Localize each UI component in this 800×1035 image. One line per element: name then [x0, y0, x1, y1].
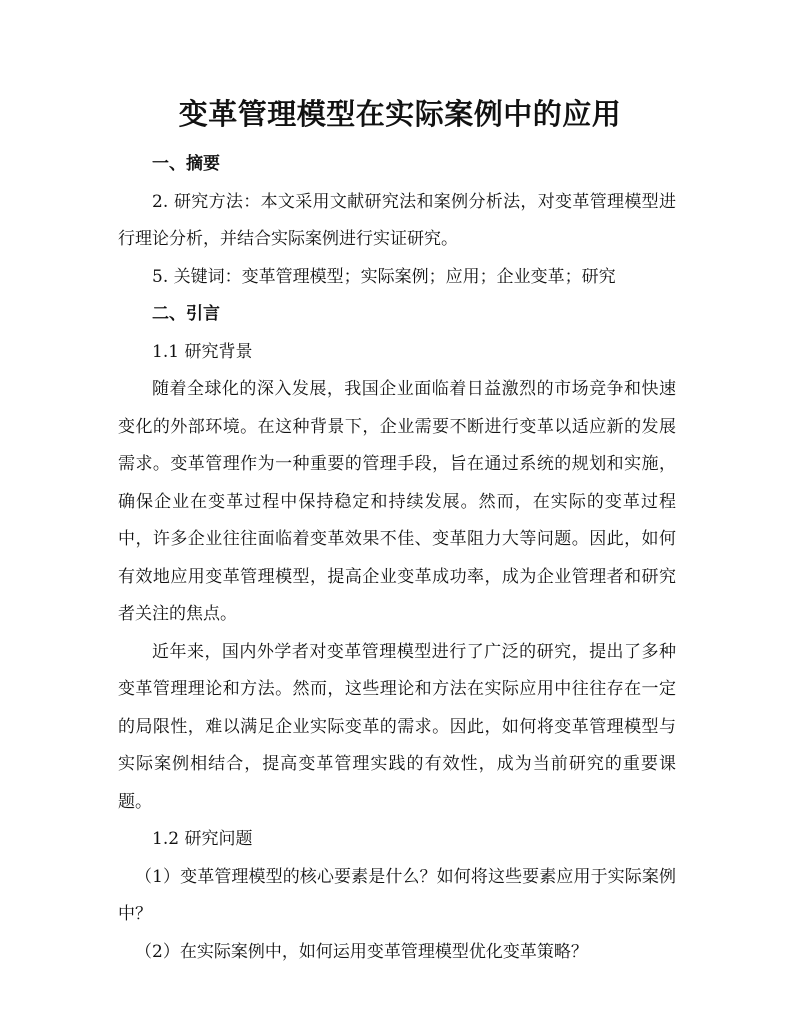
- research-background-heading: 1.1 研究背景: [152, 341, 253, 362]
- research-question-2: （2）在实际案例中，如何运用变革管理模型优化变革策略？: [135, 941, 588, 962]
- background-paragraph-1: 随着全球化的深入发展，我国企业面临着日益激烈的市场竞争和快速变化的外部环境。在这种背景下，企业需要不断进行变革以适应新的发展需求。变革管理作为一种重要的管理手段，旨在通过系统的规划和实施，确保企业在变革过程中保持稳定和持续发展。然而，在实际的变革过程中，许多企业往往面临着变革效果不佳、变革阻力大等问题。因此，如何有效地应用变革管理模型，提高企业变革成功率，成为企业管理者和研究者关注的焦点。: [118, 379, 676, 624]
- abstract-heading: 一、摘要: [152, 154, 220, 174]
- introduction-heading: 二、引言: [152, 304, 220, 324]
- document-title: 变革管理模型在实际案例中的应用: [178, 97, 622, 131]
- background-paragraph-2: 近年来，国内外学者对变革管理模型进行了广泛的研究，提出了多种变革管理理论和方法。然而，这些理论和方法在实际应用中往往存在一定的局限性，难以满足企业实际变革的需求。因此，如何将变革管理模型与实际案例相结合，提高变革管理实践的有效性，成为当前研究的重要课题。: [118, 641, 676, 812]
- research-question-1: （1）变革管理模型的核心要素是什么？如何将这些要素应用于实际案例中？: [118, 866, 676, 924]
- research-questions-heading: 1.2 研究问题: [152, 829, 253, 849]
- keywords-paragraph: 5. 关键词：变革管理模型；实际案例；应用；企业变革；研究: [152, 266, 616, 287]
- document-body: [118, 146, 676, 971]
- research-method-paragraph: 2. 研究方法：本文采用文献研究法和案例分析法，对变革管理模型进行理论分析，并结合实际案例进行实证研究。: [118, 191, 676, 249]
